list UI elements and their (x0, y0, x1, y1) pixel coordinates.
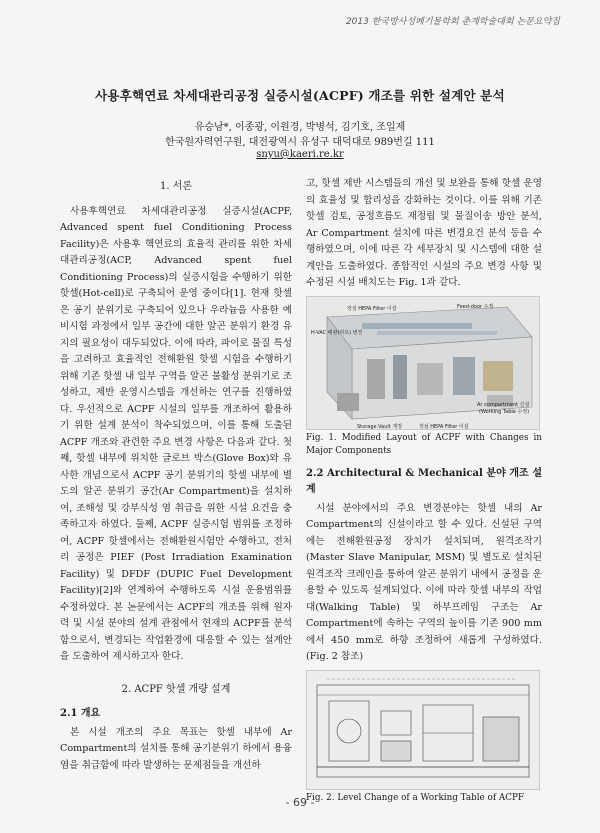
overview-paragraph: 본 시설 개조의 주요 목표는 핫셀 내부에 Ar Compartment의 설치를 통해 공기분위기 하에서 용융염을 취급함에 따라 발생하는 문제점들을 개선하 (60, 726, 292, 771)
working-table-drawing (307, 671, 539, 789)
label-storage: Storage Vault 재정 (357, 423, 403, 430)
right-column (306, 176, 542, 813)
architectural-paragraph: 시설 분야에서의 주요 변경분야는 핫셀 내의 Ar Compartment의 신설이라고 할 수 있다. 신설된 구역에는 전해환원공정 장치가 설치되며, 원격조작기(Master Slave Manipular, MSM) 및 별도로 설치된 원격조작 크레인을 통하여 알곤 분위기 내에서 공정을 운용할 수 있도록 설계되었다. 이에 따라 핫셀 내부의 작업대(Walking Table) 및 하부프레임 구조는 Ar Compartment에 속하는 구역의 높이를 기존 900 mm에서 450 mm로 하향 조정하여 새롭게 구성하였다. (Fig. 2 참조) (306, 502, 542, 662)
section-heading-intro: 1. 서론 (159, 181, 193, 192)
label-working-table: (Working Table 수정) (479, 408, 530, 415)
proceedings-header: 2013 한국방사성폐기물학회 춘계학술대회 논문요약집 (345, 17, 560, 27)
figure-1-layout (306, 296, 540, 430)
affiliation: 한국원자력연구원, 대전광역시 유성구 대덕대로 989번길 111 (165, 137, 435, 148)
label-ar-compartment: Ar compartment 신설 (477, 401, 530, 408)
author-email[interactable]: snyu@kaeri.re.kr (256, 149, 344, 160)
label-hvac: H-VAC 배관(덕트) 변경 (311, 329, 363, 336)
intro-paragraph: 사용후핵연료 차세대관리공정 실증시설(ACPF, Advanced spent fuel Conditioning Process Facility)은 사용후 핵연료의 효율적 관리를 위한 차세대관리공정(ACP, Advanced spent fuel Conditioning Process)의 실증시험을 수행하기 위한 핫셀(Hot-cell)로 구축되어 운영 중이다[1]. 현재 핫셀은 공기 분위기로 구축되어 있으나 우라늄을 사용한 예비시험 과정에서 일부 공간에 대한 알곤 분위기 환경 유지의 필요성이 대두되었다. 이에 따라, 파이로 물질 특성을 고려하고 효율적인 전해환원 핫셀 시험을 수행하기 위해 기존 핫셀 내 일부 구역을 알곤 불활성 분위기로 조성하고, 제반 운영시스템을 개선하는 연구를 진행하였다. 우선적으로 ACPF 시설의 일부를 개조하여 활용하기 위한 설계 분석이 착수되었으며, 이를 통해 도출된 ACPF 개조와 관련한 주요 변경 사항은 다음과 같다. 첫째, 핫셀 내부에 위치한 글로브 박스(Glove Box)와 유사한 개념으로서 ACPF 공기 분위기의 핫셀 내부에 별도의 알곤 분위기 공간(Ar Compartment)을 설치하여, 조해성 및 강부식성 염 취급을 위한 시설 요건을 충족하고자 하였다. 둘째, ACPF 실증시험 범위를 조정하여, ACPF 핫셀에서는 전해환원시험만 수행하고, 전처리 공정은 PIEF (Post Irradiation Examination Facility) 및 DFDF (DUPIC Fuel Development Facility)[2]와 연계하여 수행하도록 시설 운용범위를 수정하였다. 본 논문에서는 ACPF의 개조를 위해 원자력 및 시설 분야의 설계 관점에서 현재의 ACPF를 분석함으로서, 변경되는 작업환경에 대응할 수 있는 설계안을 도출하여 제시하고자 한다. (60, 205, 292, 662)
paper-title: 사용후핵연료 차세대관리공정 실증시설(ACPF) 개조를 위한 설계안 분석 (95, 88, 505, 103)
subsection-heading-architectural: 2.2 Architectural & Mechanical 분야 개조 설계 (306, 467, 542, 495)
figure-2-working-table (306, 670, 540, 790)
left-column (60, 176, 292, 774)
label-hepa-top: 장섬 HEPA Filter 이설 (347, 305, 397, 312)
section-heading-acpf: 2. ACPF 핫셀 개량 설계 (121, 683, 231, 695)
page-number: - 69 - (285, 796, 315, 809)
figure-1-caption: Fig. 1. Modified Layout of ACPF with Changes in Major Components (306, 432, 542, 456)
label-feedthrough: Feed-door 수정 (457, 303, 494, 310)
subsection-heading-overview: 2.1 개요 (60, 708, 101, 719)
label-hepa-bottom: 장섬 HEPA Filter 이설 (419, 423, 469, 430)
author-list: 유승남*, 이종광, 이원경, 박병석, 김기호, 조일제 (194, 122, 406, 133)
overview-paragraph-continued: 고, 핫셀 제반 시스템들의 개선 및 보완을 통해 핫셀 운영의 효율성 및 합리성을 강화하는 것이다. 이를 위해 기존 핫셀 검토, 공정흐름도 재정립 및 물질이송 방안 분석, Ar Compartment 설치에 따른 변경요건 분석 등을 수행하였으며, 이에 따른 각 세부장치 및 시스템에 대한 설계안을 도출하였다. 종합적인 시설의 주요 변경 사항 및 수정된 시설 배치도는 Fig. 1과 같다. (306, 178, 542, 288)
figure-2-caption: Fig. 2. Level Change of a Working Table of ACPF (306, 792, 525, 803)
